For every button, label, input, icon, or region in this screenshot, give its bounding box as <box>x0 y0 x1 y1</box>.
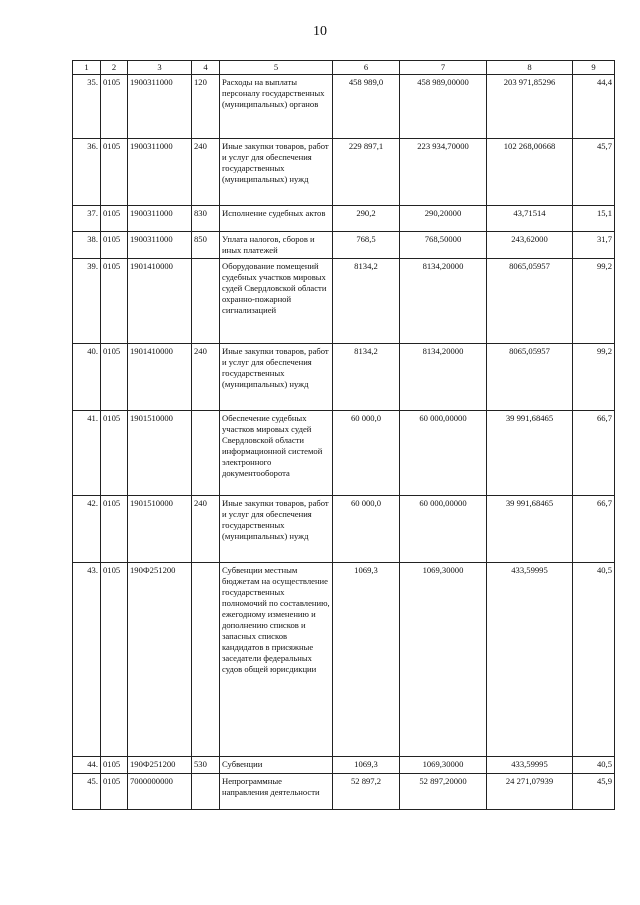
approved-amount: 768,5 <box>333 232 400 259</box>
executed-amount: 8065,05957 <box>487 344 573 411</box>
column-header: 2 <box>101 61 128 75</box>
target-article-code: 190Ф251200 <box>128 757 192 774</box>
section-code: 0105 <box>101 563 128 757</box>
section-code: 0105 <box>101 259 128 344</box>
table-row <box>73 563 615 757</box>
section-code: 0105 <box>101 496 128 563</box>
expense-name: Субвенции <box>220 757 333 774</box>
section-code: 0105 <box>101 411 128 496</box>
row-number: 45. <box>73 774 101 810</box>
table-row <box>73 774 615 810</box>
expense-name: Иные закупки товаров, работ и услуг для обеспечения государственных (муниципальных) нужд <box>220 139 333 206</box>
table-row <box>73 411 615 496</box>
specified-amount: 1069,30000 <box>400 563 487 757</box>
column-header: 4 <box>192 61 220 75</box>
specified-amount: 60 000,00000 <box>400 496 487 563</box>
expense-name: Иные закупки товаров, работ и услуг для обеспечения государственных (муниципальных) нужд <box>220 344 333 411</box>
column-header: 1 <box>73 61 101 75</box>
row-number: 41. <box>73 411 101 496</box>
executed-amount: 43,71514 <box>487 206 573 232</box>
specified-amount: 458 989,00000 <box>400 75 487 139</box>
execution-percent: 45,9 <box>573 774 615 810</box>
table-row <box>73 206 615 232</box>
target-article-code: 1901510000 <box>128 411 192 496</box>
executed-amount: 433,59995 <box>487 563 573 757</box>
expense-name: Исполнение судебных актов <box>220 206 333 232</box>
approved-amount: 8134,2 <box>333 259 400 344</box>
expense-name: Оборудование помещений судебных участков мировых судей Свердловской области охранно-пожарной сигнализацией <box>220 259 333 344</box>
execution-percent: 45,7 <box>573 139 615 206</box>
expense-type-code <box>192 563 220 757</box>
specified-amount: 223 934,70000 <box>400 139 487 206</box>
executed-amount: 243,62000 <box>487 232 573 259</box>
target-article-code: 1901510000 <box>128 496 192 563</box>
header-row <box>73 61 615 75</box>
expense-type-code: 530 <box>192 757 220 774</box>
column-header: 6 <box>333 61 400 75</box>
column-header: 8 <box>487 61 573 75</box>
expense-type-code: 240 <box>192 344 220 411</box>
row-number: 44. <box>73 757 101 774</box>
specified-amount: 8134,20000 <box>400 259 487 344</box>
specified-amount: 1069,30000 <box>400 757 487 774</box>
execution-percent: 66,7 <box>573 411 615 496</box>
specified-amount: 8134,20000 <box>400 344 487 411</box>
expense-type-code: 850 <box>192 232 220 259</box>
budget-table <box>72 60 615 810</box>
expense-type-code <box>192 774 220 810</box>
table-row <box>73 496 615 563</box>
approved-amount: 52 897,2 <box>333 774 400 810</box>
executed-amount: 39 991,68465 <box>487 411 573 496</box>
approved-amount: 8134,2 <box>333 344 400 411</box>
executed-amount: 24 271,07939 <box>487 774 573 810</box>
section-code: 0105 <box>101 774 128 810</box>
target-article-code: 1900311000 <box>128 206 192 232</box>
execution-percent: 40,5 <box>573 563 615 757</box>
row-number: 43. <box>73 563 101 757</box>
target-article-code: 1901410000 <box>128 259 192 344</box>
specified-amount: 60 000,00000 <box>400 411 487 496</box>
target-article-code: 190Ф251200 <box>128 563 192 757</box>
column-header: 7 <box>400 61 487 75</box>
section-code: 0105 <box>101 75 128 139</box>
expense-name: Расходы на выплаты персоналу государственных (муниципальных) органов <box>220 75 333 139</box>
approved-amount: 290,2 <box>333 206 400 232</box>
expense-type-code <box>192 411 220 496</box>
table-row <box>73 757 615 774</box>
executed-amount: 8065,05957 <box>487 259 573 344</box>
execution-percent: 66,7 <box>573 496 615 563</box>
target-article-code: 1900311000 <box>128 75 192 139</box>
execution-percent: 99,2 <box>573 344 615 411</box>
table-row <box>73 259 615 344</box>
expense-name: Уплата налогов, сборов и иных платежей <box>220 232 333 259</box>
expense-name: Обеспечение судебных участков мировых судей Свердловской области информационной системой электронного документооборота <box>220 411 333 496</box>
target-article-code: 1900311000 <box>128 139 192 206</box>
executed-amount: 39 991,68465 <box>487 496 573 563</box>
row-number: 36. <box>73 139 101 206</box>
section-code: 0105 <box>101 206 128 232</box>
executed-amount: 203 971,85296 <box>487 75 573 139</box>
row-number: 42. <box>73 496 101 563</box>
section-code: 0105 <box>101 139 128 206</box>
section-code: 0105 <box>101 757 128 774</box>
table-row <box>73 232 615 259</box>
expense-type-code: 240 <box>192 139 220 206</box>
row-number: 37. <box>73 206 101 232</box>
approved-amount: 1069,3 <box>333 757 400 774</box>
expense-name: Непрограммные направления деятельности <box>220 774 333 810</box>
expense-type-code <box>192 259 220 344</box>
executed-amount: 433,59995 <box>487 757 573 774</box>
row-number: 40. <box>73 344 101 411</box>
approved-amount: 229 897,1 <box>333 139 400 206</box>
execution-percent: 31,7 <box>573 232 615 259</box>
approved-amount: 60 000,0 <box>333 411 400 496</box>
specified-amount: 768,50000 <box>400 232 487 259</box>
execution-percent: 40,5 <box>573 757 615 774</box>
column-header: 9 <box>573 61 615 75</box>
target-article-code: 1901410000 <box>128 344 192 411</box>
column-header: 3 <box>128 61 192 75</box>
expense-type-code: 830 <box>192 206 220 232</box>
specified-amount: 290,20000 <box>400 206 487 232</box>
row-number: 39. <box>73 259 101 344</box>
table-row <box>73 344 615 411</box>
section-code: 0105 <box>101 344 128 411</box>
expense-type-code: 240 <box>192 496 220 563</box>
approved-amount: 1069,3 <box>333 563 400 757</box>
approved-amount: 60 000,0 <box>333 496 400 563</box>
execution-percent: 44,4 <box>573 75 615 139</box>
table-row <box>73 139 615 206</box>
specified-amount: 52 897,20000 <box>400 774 487 810</box>
execution-percent: 15,1 <box>573 206 615 232</box>
page-number: 10 <box>313 24 327 39</box>
column-header: 5 <box>220 61 333 75</box>
target-article-code: 1900311000 <box>128 232 192 259</box>
execution-percent: 99,2 <box>573 259 615 344</box>
expense-name: Субвенции местным бюджетам на осуществление государственных полномочий по составлению, ежегодному изменению и дополнению списков и запасных списков кандидатов в присяжные заседатели федеральных судов общей юрисдикции <box>220 563 333 757</box>
target-article-code: 7000000000 <box>128 774 192 810</box>
expense-type-code: 120 <box>192 75 220 139</box>
expense-name: Иные закупки товаров, работ и услуг для обеспечения государственных (муниципальных) нужд <box>220 496 333 563</box>
table-body <box>73 75 615 810</box>
table-header <box>73 61 615 75</box>
row-number: 38. <box>73 232 101 259</box>
row-number: 35. <box>73 75 101 139</box>
approved-amount: 458 989,0 <box>333 75 400 139</box>
section-code: 0105 <box>101 232 128 259</box>
executed-amount: 102 268,00668 <box>487 139 573 206</box>
table-row <box>73 75 615 139</box>
